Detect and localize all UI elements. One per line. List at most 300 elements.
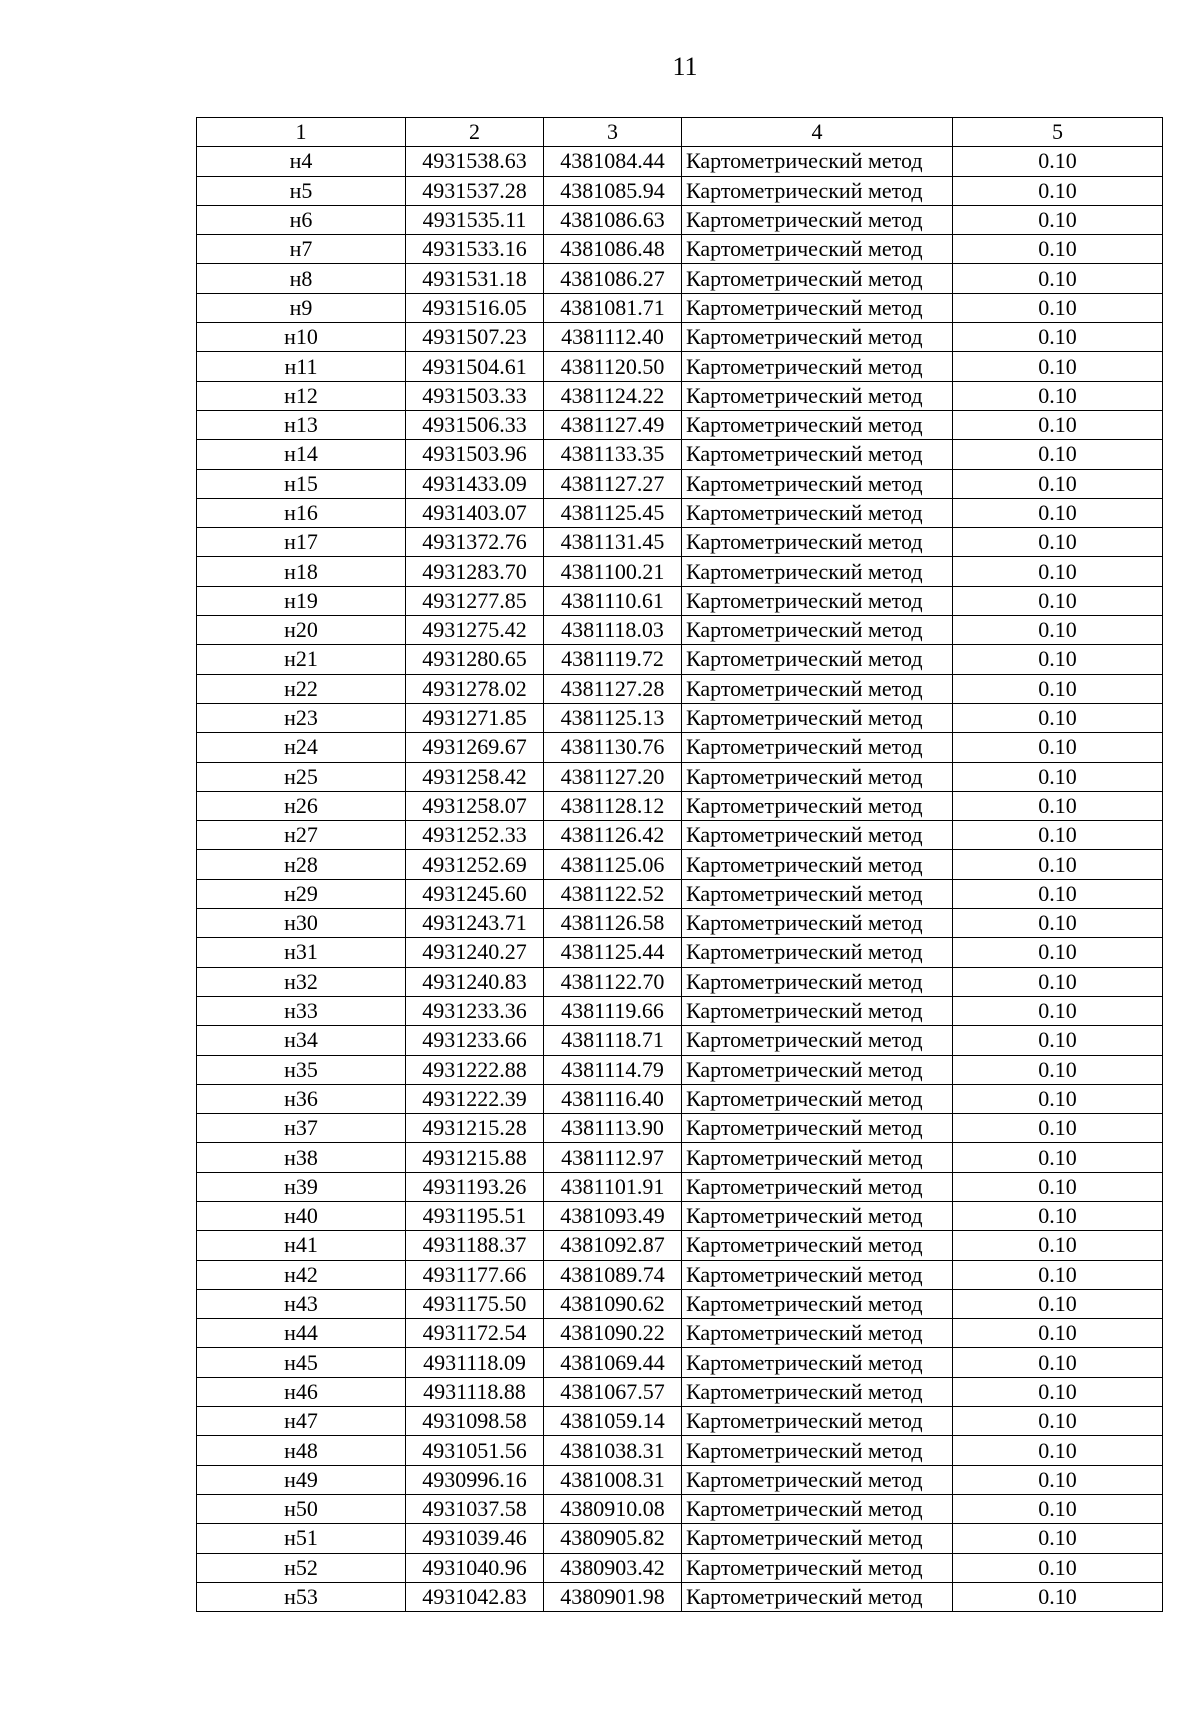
- y-coordinate-cell: 4381090.22: [544, 1319, 682, 1348]
- accuracy-cell: 0.10: [953, 762, 1163, 791]
- table-row: [197, 147, 1163, 176]
- x-coordinate-cell: 4931215.88: [406, 1143, 544, 1172]
- y-coordinate-cell: 4381127.20: [544, 762, 682, 791]
- x-coordinate-cell: 4931537.28: [406, 176, 544, 205]
- method-cell: Картометрический метод: [682, 967, 953, 996]
- y-coordinate-cell: 4381122.70: [544, 967, 682, 996]
- point-name-cell: н7: [197, 235, 406, 264]
- method-cell: Картометрический метод: [682, 1114, 953, 1143]
- y-coordinate-cell: 4381069.44: [544, 1348, 682, 1377]
- method-cell: Картометрический метод: [682, 264, 953, 293]
- point-name-cell: н11: [197, 352, 406, 381]
- table-row: [197, 1143, 1163, 1172]
- accuracy-cell: 0.10: [953, 879, 1163, 908]
- table-row: [197, 1260, 1163, 1289]
- point-name-cell: н46: [197, 1377, 406, 1406]
- method-cell: Картометрический метод: [682, 1201, 953, 1230]
- accuracy-cell: 0.10: [953, 967, 1163, 996]
- accuracy-cell: 0.10: [953, 235, 1163, 264]
- y-coordinate-cell: 4381119.66: [544, 996, 682, 1025]
- accuracy-cell: 0.10: [953, 1377, 1163, 1406]
- y-coordinate-cell: 4381084.44: [544, 147, 682, 176]
- y-coordinate-cell: 4381089.74: [544, 1260, 682, 1289]
- table-row: [197, 498, 1163, 527]
- method-cell: Картометрический метод: [682, 410, 953, 439]
- point-name-cell: н49: [197, 1465, 406, 1494]
- table-header-row: [197, 118, 1163, 147]
- method-cell: Картометрический метод: [682, 557, 953, 586]
- method-cell: Картометрический метод: [682, 762, 953, 791]
- method-cell: Картометрический метод: [682, 147, 953, 176]
- y-coordinate-cell: 4381086.63: [544, 205, 682, 234]
- method-cell: Картометрический метод: [682, 645, 953, 674]
- y-coordinate-cell: 4381085.94: [544, 176, 682, 205]
- y-coordinate-cell: 4381125.45: [544, 498, 682, 527]
- x-coordinate-cell: 4931252.33: [406, 821, 544, 850]
- method-cell: Картометрический метод: [682, 381, 953, 410]
- table-row: [197, 791, 1163, 820]
- x-coordinate-cell: 4931222.39: [406, 1084, 544, 1113]
- method-cell: Картометрический метод: [682, 293, 953, 322]
- method-cell: Картометрический метод: [682, 1260, 953, 1289]
- x-coordinate-cell: 4931433.09: [406, 469, 544, 498]
- point-name-cell: н21: [197, 645, 406, 674]
- method-cell: Картометрический метод: [682, 938, 953, 967]
- column-header: 4: [682, 118, 953, 147]
- method-cell: Картометрический метод: [682, 996, 953, 1025]
- y-coordinate-cell: 4381118.71: [544, 1026, 682, 1055]
- method-cell: Картометрический метод: [682, 821, 953, 850]
- method-cell: Картометрический метод: [682, 352, 953, 381]
- y-coordinate-cell: 4380905.82: [544, 1524, 682, 1553]
- point-name-cell: н48: [197, 1436, 406, 1465]
- point-name-cell: н37: [197, 1114, 406, 1143]
- y-coordinate-cell: 4381120.50: [544, 352, 682, 381]
- method-cell: Картометрический метод: [682, 1289, 953, 1318]
- coordinates-table: [196, 117, 1163, 1612]
- x-coordinate-cell: 4931243.71: [406, 909, 544, 938]
- y-coordinate-cell: 4381131.45: [544, 528, 682, 557]
- method-cell: Картометрический метод: [682, 323, 953, 352]
- accuracy-cell: 0.10: [953, 616, 1163, 645]
- column-header: 3: [544, 118, 682, 147]
- point-name-cell: н35: [197, 1055, 406, 1084]
- y-coordinate-cell: 4381081.71: [544, 293, 682, 322]
- y-coordinate-cell: 4380901.98: [544, 1582, 682, 1611]
- point-name-cell: н6: [197, 205, 406, 234]
- point-name-cell: н33: [197, 996, 406, 1025]
- x-coordinate-cell: 4931118.09: [406, 1348, 544, 1377]
- point-name-cell: н12: [197, 381, 406, 410]
- x-coordinate-cell: 4931269.67: [406, 733, 544, 762]
- accuracy-cell: 0.10: [953, 1407, 1163, 1436]
- x-coordinate-cell: 4931245.60: [406, 879, 544, 908]
- accuracy-cell: 0.10: [953, 498, 1163, 527]
- x-coordinate-cell: 4931098.58: [406, 1407, 544, 1436]
- method-cell: Картометрический метод: [682, 1143, 953, 1172]
- y-coordinate-cell: 4381114.79: [544, 1055, 682, 1084]
- accuracy-cell: 0.10: [953, 1201, 1163, 1230]
- table-row: [197, 1582, 1163, 1611]
- point-name-cell: н44: [197, 1319, 406, 1348]
- point-name-cell: н18: [197, 557, 406, 586]
- point-name-cell: н24: [197, 733, 406, 762]
- accuracy-cell: 0.10: [953, 1436, 1163, 1465]
- x-coordinate-cell: 4931118.88: [406, 1377, 544, 1406]
- point-name-cell: н4: [197, 147, 406, 176]
- table-row: [197, 938, 1163, 967]
- y-coordinate-cell: 4381128.12: [544, 791, 682, 820]
- table-row: [197, 703, 1163, 732]
- accuracy-cell: 0.10: [953, 1055, 1163, 1084]
- table-row: [197, 909, 1163, 938]
- point-name-cell: н13: [197, 410, 406, 439]
- y-coordinate-cell: 4381101.91: [544, 1172, 682, 1201]
- method-cell: Картометрический метод: [682, 1319, 953, 1348]
- table-row: [197, 850, 1163, 879]
- accuracy-cell: 0.10: [953, 586, 1163, 615]
- table-row: [197, 1026, 1163, 1055]
- accuracy-cell: 0.10: [953, 791, 1163, 820]
- method-cell: Картометрический метод: [682, 1026, 953, 1055]
- table-row: [197, 469, 1163, 498]
- y-coordinate-cell: 4381122.52: [544, 879, 682, 908]
- accuracy-cell: 0.10: [953, 1026, 1163, 1055]
- table-row: [197, 1348, 1163, 1377]
- table-row: [197, 1231, 1163, 1260]
- y-coordinate-cell: 4381125.06: [544, 850, 682, 879]
- table-row: [197, 1377, 1163, 1406]
- column-header: 1: [197, 118, 406, 147]
- table-row: [197, 1436, 1163, 1465]
- accuracy-cell: 0.10: [953, 176, 1163, 205]
- table-row: [197, 176, 1163, 205]
- accuracy-cell: 0.10: [953, 850, 1163, 879]
- method-cell: Картометрический метод: [682, 879, 953, 908]
- point-name-cell: н50: [197, 1494, 406, 1523]
- y-coordinate-cell: 4381059.14: [544, 1407, 682, 1436]
- table-row: [197, 1172, 1163, 1201]
- x-coordinate-cell: 4931193.26: [406, 1172, 544, 1201]
- table-row: [197, 1084, 1163, 1113]
- x-coordinate-cell: 4931277.85: [406, 586, 544, 615]
- x-coordinate-cell: 4930996.16: [406, 1465, 544, 1494]
- x-coordinate-cell: 4931051.56: [406, 1436, 544, 1465]
- x-coordinate-cell: 4931233.36: [406, 996, 544, 1025]
- x-coordinate-cell: 4931403.07: [406, 498, 544, 527]
- point-name-cell: н25: [197, 762, 406, 791]
- x-coordinate-cell: 4931172.54: [406, 1319, 544, 1348]
- y-coordinate-cell: 4381112.40: [544, 323, 682, 352]
- x-coordinate-cell: 4931271.85: [406, 703, 544, 732]
- method-cell: Картометрический метод: [682, 1377, 953, 1406]
- accuracy-cell: 0.10: [953, 1582, 1163, 1611]
- accuracy-cell: 0.10: [953, 733, 1163, 762]
- accuracy-cell: 0.10: [953, 205, 1163, 234]
- x-coordinate-cell: 4931258.07: [406, 791, 544, 820]
- point-name-cell: н22: [197, 674, 406, 703]
- method-cell: Картометрический метод: [682, 1436, 953, 1465]
- y-coordinate-cell: 4380910.08: [544, 1494, 682, 1523]
- x-coordinate-cell: 4931506.33: [406, 410, 544, 439]
- y-coordinate-cell: 4381092.87: [544, 1231, 682, 1260]
- y-coordinate-cell: 4381110.61: [544, 586, 682, 615]
- x-coordinate-cell: 4931240.27: [406, 938, 544, 967]
- table-row: [197, 821, 1163, 850]
- table-row: [197, 1494, 1163, 1523]
- x-coordinate-cell: 4931188.37: [406, 1231, 544, 1260]
- table-row: [197, 616, 1163, 645]
- point-name-cell: н51: [197, 1524, 406, 1553]
- method-cell: Картометрический метод: [682, 1582, 953, 1611]
- x-coordinate-cell: 4931280.65: [406, 645, 544, 674]
- point-name-cell: н36: [197, 1084, 406, 1113]
- table-row: [197, 1114, 1163, 1143]
- y-coordinate-cell: 4381126.42: [544, 821, 682, 850]
- table-row: [197, 235, 1163, 264]
- x-coordinate-cell: 4931177.66: [406, 1260, 544, 1289]
- method-cell: Картометрический метод: [682, 674, 953, 703]
- x-coordinate-cell: 4931195.51: [406, 1201, 544, 1230]
- y-coordinate-cell: 4381119.72: [544, 645, 682, 674]
- point-name-cell: н27: [197, 821, 406, 850]
- y-coordinate-cell: 4381133.35: [544, 440, 682, 469]
- point-name-cell: н8: [197, 264, 406, 293]
- page-number: 11: [672, 52, 698, 81]
- method-cell: Картометрический метод: [682, 498, 953, 527]
- method-cell: Картометрический метод: [682, 1524, 953, 1553]
- method-cell: Картометрический метод: [682, 586, 953, 615]
- point-name-cell: н32: [197, 967, 406, 996]
- x-coordinate-cell: 4931240.83: [406, 967, 544, 996]
- accuracy-cell: 0.10: [953, 909, 1163, 938]
- method-cell: Картометрический метод: [682, 733, 953, 762]
- accuracy-cell: 0.10: [953, 440, 1163, 469]
- x-coordinate-cell: 4931503.96: [406, 440, 544, 469]
- point-name-cell: н47: [197, 1407, 406, 1436]
- point-name-cell: н26: [197, 791, 406, 820]
- method-cell: Картометрический метод: [682, 791, 953, 820]
- accuracy-cell: 0.10: [953, 293, 1163, 322]
- accuracy-cell: 0.10: [953, 1172, 1163, 1201]
- point-name-cell: н20: [197, 616, 406, 645]
- accuracy-cell: 0.10: [953, 147, 1163, 176]
- method-cell: Картометрический метод: [682, 1348, 953, 1377]
- y-coordinate-cell: 4381086.27: [544, 264, 682, 293]
- table-row: [197, 1201, 1163, 1230]
- table-row: [197, 1465, 1163, 1494]
- y-coordinate-cell: 4381008.31: [544, 1465, 682, 1494]
- method-cell: Картометрический метод: [682, 1465, 953, 1494]
- table-row: [197, 557, 1163, 586]
- table-row: [197, 762, 1163, 791]
- method-cell: Картометрический метод: [682, 176, 953, 205]
- point-name-cell: н30: [197, 909, 406, 938]
- table-row: [197, 410, 1163, 439]
- point-name-cell: н42: [197, 1260, 406, 1289]
- accuracy-cell: 0.10: [953, 1348, 1163, 1377]
- accuracy-cell: 0.10: [953, 1289, 1163, 1318]
- point-name-cell: н34: [197, 1026, 406, 1055]
- x-coordinate-cell: 4931535.11: [406, 205, 544, 234]
- table-row: [197, 645, 1163, 674]
- x-coordinate-cell: 4931507.23: [406, 323, 544, 352]
- point-name-cell: н19: [197, 586, 406, 615]
- accuracy-cell: 0.10: [953, 1319, 1163, 1348]
- method-cell: Картометрический метод: [682, 616, 953, 645]
- y-coordinate-cell: 4381112.97: [544, 1143, 682, 1172]
- accuracy-cell: 0.10: [953, 410, 1163, 439]
- x-coordinate-cell: 4931042.83: [406, 1582, 544, 1611]
- accuracy-cell: 0.10: [953, 1084, 1163, 1113]
- point-name-cell: н23: [197, 703, 406, 732]
- y-coordinate-cell: 4381127.28: [544, 674, 682, 703]
- table-row: [197, 996, 1163, 1025]
- y-coordinate-cell: 4381093.49: [544, 1201, 682, 1230]
- table-row: [197, 586, 1163, 615]
- accuracy-cell: 0.10: [953, 1260, 1163, 1289]
- table-row: [197, 1055, 1163, 1084]
- table-row: [197, 323, 1163, 352]
- accuracy-cell: 0.10: [953, 557, 1163, 586]
- x-coordinate-cell: 4931175.50: [406, 1289, 544, 1318]
- point-name-cell: н5: [197, 176, 406, 205]
- y-coordinate-cell: 4380903.42: [544, 1553, 682, 1582]
- accuracy-cell: 0.10: [953, 1494, 1163, 1523]
- accuracy-cell: 0.10: [953, 938, 1163, 967]
- x-coordinate-cell: 4931252.69: [406, 850, 544, 879]
- accuracy-cell: 0.10: [953, 1465, 1163, 1494]
- table-row: [197, 733, 1163, 762]
- table-row: [197, 1524, 1163, 1553]
- table-row: [197, 1553, 1163, 1582]
- accuracy-cell: 0.10: [953, 996, 1163, 1025]
- x-coordinate-cell: 4931278.02: [406, 674, 544, 703]
- accuracy-cell: 0.10: [953, 323, 1163, 352]
- point-name-cell: н29: [197, 879, 406, 908]
- table-row: [197, 381, 1163, 410]
- accuracy-cell: 0.10: [953, 1143, 1163, 1172]
- y-coordinate-cell: 4381126.58: [544, 909, 682, 938]
- point-name-cell: н43: [197, 1289, 406, 1318]
- y-coordinate-cell: 4381124.22: [544, 381, 682, 410]
- table-row: [197, 674, 1163, 703]
- accuracy-cell: 0.10: [953, 1553, 1163, 1582]
- method-cell: Картометрический метод: [682, 528, 953, 557]
- x-coordinate-cell: 4931215.28: [406, 1114, 544, 1143]
- y-coordinate-cell: 4381127.49: [544, 410, 682, 439]
- x-coordinate-cell: 4931222.88: [406, 1055, 544, 1084]
- method-cell: Картометрический метод: [682, 850, 953, 879]
- point-name-cell: н17: [197, 528, 406, 557]
- table-row: [197, 352, 1163, 381]
- method-cell: Картометрический метод: [682, 1172, 953, 1201]
- accuracy-cell: 0.10: [953, 469, 1163, 498]
- y-coordinate-cell: 4381127.27: [544, 469, 682, 498]
- accuracy-cell: 0.10: [953, 264, 1163, 293]
- table-row: [197, 879, 1163, 908]
- y-coordinate-cell: 4381116.40: [544, 1084, 682, 1113]
- point-name-cell: н40: [197, 1201, 406, 1230]
- point-name-cell: н45: [197, 1348, 406, 1377]
- table-row: [197, 967, 1163, 996]
- point-name-cell: н14: [197, 440, 406, 469]
- x-coordinate-cell: 4931258.42: [406, 762, 544, 791]
- y-coordinate-cell: 4381118.03: [544, 616, 682, 645]
- accuracy-cell: 0.10: [953, 645, 1163, 674]
- x-coordinate-cell: 4931538.63: [406, 147, 544, 176]
- method-cell: Картометрический метод: [682, 205, 953, 234]
- x-coordinate-cell: 4931531.18: [406, 264, 544, 293]
- point-name-cell: н15: [197, 469, 406, 498]
- accuracy-cell: 0.10: [953, 1114, 1163, 1143]
- x-coordinate-cell: 4931503.33: [406, 381, 544, 410]
- x-coordinate-cell: 4931283.70: [406, 557, 544, 586]
- point-name-cell: н52: [197, 1553, 406, 1582]
- accuracy-cell: 0.10: [953, 352, 1163, 381]
- x-coordinate-cell: 4931233.66: [406, 1026, 544, 1055]
- table-row: [197, 1289, 1163, 1318]
- x-coordinate-cell: 4931533.16: [406, 235, 544, 264]
- accuracy-cell: 0.10: [953, 703, 1163, 732]
- point-name-cell: н39: [197, 1172, 406, 1201]
- coordinates-table-body: [197, 118, 1163, 1612]
- table-row: [197, 1319, 1163, 1348]
- x-coordinate-cell: 4931040.96: [406, 1553, 544, 1582]
- x-coordinate-cell: 4931039.46: [406, 1524, 544, 1553]
- point-name-cell: н31: [197, 938, 406, 967]
- accuracy-cell: 0.10: [953, 1231, 1163, 1260]
- method-cell: Картометрический метод: [682, 909, 953, 938]
- accuracy-cell: 0.10: [953, 674, 1163, 703]
- x-coordinate-cell: 4931037.58: [406, 1494, 544, 1523]
- y-coordinate-cell: 4381086.48: [544, 235, 682, 264]
- method-cell: Картометрический метод: [682, 1055, 953, 1084]
- point-name-cell: н10: [197, 323, 406, 352]
- method-cell: Картометрический метод: [682, 235, 953, 264]
- column-header: 5: [953, 118, 1163, 147]
- table-row: [197, 440, 1163, 469]
- method-cell: Картометрический метод: [682, 440, 953, 469]
- table-row: [197, 1407, 1163, 1436]
- accuracy-cell: 0.10: [953, 381, 1163, 410]
- method-cell: Картометрический метод: [682, 1407, 953, 1436]
- y-coordinate-cell: 4381038.31: [544, 1436, 682, 1465]
- y-coordinate-cell: 4381113.90: [544, 1114, 682, 1143]
- point-name-cell: н9: [197, 293, 406, 322]
- x-coordinate-cell: 4931516.05: [406, 293, 544, 322]
- accuracy-cell: 0.10: [953, 821, 1163, 850]
- y-coordinate-cell: 4381067.57: [544, 1377, 682, 1406]
- y-coordinate-cell: 4381090.62: [544, 1289, 682, 1318]
- table-row: [197, 528, 1163, 557]
- y-coordinate-cell: 4381130.76: [544, 733, 682, 762]
- table-row: [197, 205, 1163, 234]
- x-coordinate-cell: 4931504.61: [406, 352, 544, 381]
- point-name-cell: н16: [197, 498, 406, 527]
- method-cell: Картометрический метод: [682, 703, 953, 732]
- point-name-cell: н53: [197, 1582, 406, 1611]
- table-row: [197, 293, 1163, 322]
- method-cell: Картометрический метод: [682, 469, 953, 498]
- method-cell: Картометрический метод: [682, 1494, 953, 1523]
- column-header: 2: [406, 118, 544, 147]
- method-cell: Картометрический метод: [682, 1084, 953, 1113]
- y-coordinate-cell: 4381100.21: [544, 557, 682, 586]
- y-coordinate-cell: 4381125.44: [544, 938, 682, 967]
- method-cell: Картометрический метод: [682, 1231, 953, 1260]
- table-row: [197, 264, 1163, 293]
